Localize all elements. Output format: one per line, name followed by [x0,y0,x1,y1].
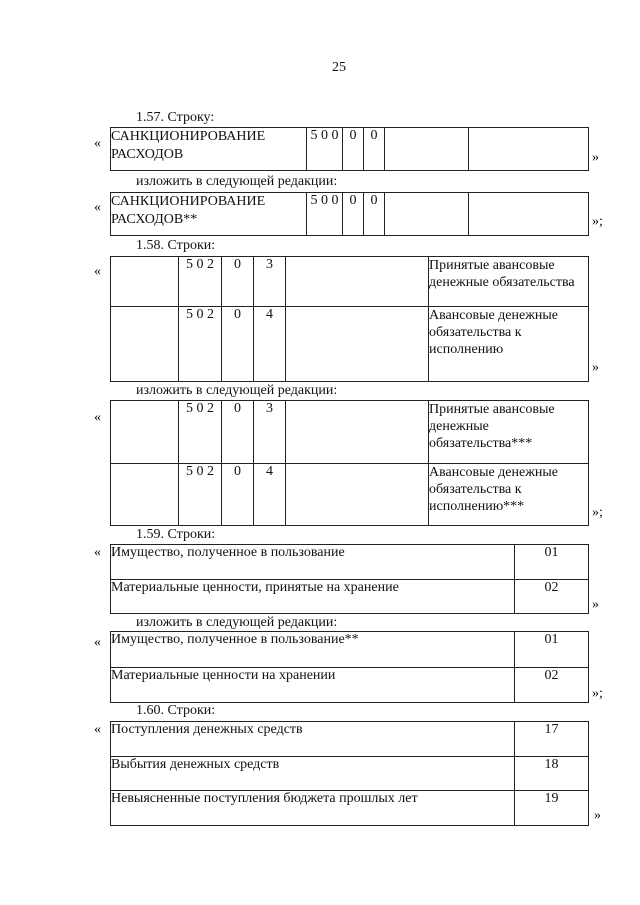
empty-cell [111,463,179,526]
code-cell: 0 [364,193,385,236]
table-row [111,667,589,703]
code-cell: 5 0 0 [307,193,343,236]
row-code: 01 [515,545,589,580]
code-cell: 3 [254,257,286,307]
close-quote: »; [592,505,603,520]
row-name: Материальные ценности на хранении [111,667,515,703]
table-1-58-old [110,256,589,382]
table-1-57-old [110,127,589,171]
table-row [111,756,589,791]
replace-label: изложить в следующей редакции: [136,174,338,189]
replace-label: изложить в следующей редакции: [136,383,338,398]
open-quote: « [94,136,101,151]
open-quote: « [94,635,101,650]
replace-label: изложить в следующей редакции: [136,615,338,630]
account-name: Авансовые денежные обязательства к исполнению*** [429,463,589,526]
empty-cell [469,128,589,171]
table-1-58-new [110,400,589,526]
account-name: САНКЦИОНИРОВАНИЕ РАСХОДОВ [111,128,307,171]
code-cell: 4 [254,307,286,382]
heading-1-59: 1.59. Строки: [136,527,216,542]
table-row [111,401,589,464]
table-1-59-new [110,631,589,703]
empty-cell [111,307,179,382]
table-row [111,545,589,580]
code-cell: 0 [343,128,364,171]
code-cell: 0 [364,128,385,171]
close-quote: »; [592,686,603,701]
row-name: Имущество, полученное в пользование [111,545,515,580]
row-name: Имущество, полученное в пользование** [111,632,515,668]
open-quote: « [94,200,101,215]
table-row [111,463,589,526]
table-row [111,307,589,382]
open-quote: « [94,264,101,279]
page-number: 25 [332,60,346,75]
empty-cell [385,128,469,171]
code-cell: 5 0 2 [179,463,222,526]
table-row [111,722,589,757]
empty-cell [469,193,589,236]
row-code: 17 [515,722,589,757]
code-cell: 0 [222,257,254,307]
row-name: Поступления денежных средств [111,722,515,757]
table-row [111,632,589,668]
empty-cell [111,401,179,464]
account-name: Авансовые денежные обязательства к исполнению [429,307,589,382]
row-name: Невыясненные поступления бюджета прошлых лет [111,791,515,826]
code-cell: 3 [254,401,286,464]
close-quote: » [592,597,599,612]
heading-1-57: 1.57. Строку: [136,110,215,125]
code-cell: 0 [222,307,254,382]
close-quote: » [594,808,601,823]
code-cell: 0 [343,193,364,236]
code-cell: 0 [222,463,254,526]
account-name: Принятые авансовые денежные обязательства*** [429,401,589,464]
code-cell: 5 0 0 [307,128,343,171]
table-row [111,128,589,171]
code-cell: 5 0 2 [179,401,222,464]
account-name: САНКЦИОНИРОВАНИЕ РАСХОДОВ** [111,193,307,236]
row-name: Выбытия денежных средств [111,756,515,791]
close-quote: » [592,150,599,165]
code-cell: 4 [254,463,286,526]
table-1-57-new [110,192,589,236]
code-cell: 0 [222,401,254,464]
row-name: Материальные ценности, принятые на хранение [111,579,515,614]
row-code: 19 [515,791,589,826]
empty-cell [286,401,429,464]
close-quote: »; [592,214,603,229]
close-quote: » [592,360,599,375]
open-quote: « [94,722,101,737]
empty-cell [385,193,469,236]
heading-1-58: 1.58. Строки: [136,238,216,253]
empty-cell [111,257,179,307]
row-code: 02 [515,667,589,703]
table-row [111,257,589,307]
account-name: Принятые авансовые денежные обязательства [429,257,589,307]
row-code: 18 [515,756,589,791]
empty-cell [286,463,429,526]
table-1-59-old [110,544,589,614]
row-code: 01 [515,632,589,668]
table-row [111,579,589,614]
table-row [111,791,589,826]
table-row [111,193,589,236]
row-code: 02 [515,579,589,614]
empty-cell [286,307,429,382]
open-quote: « [94,545,101,560]
empty-cell [286,257,429,307]
table-1-60 [110,721,589,826]
code-cell: 5 0 2 [179,307,222,382]
heading-1-60: 1.60. Строки: [136,703,216,718]
code-cell: 5 0 2 [179,257,222,307]
open-quote: « [94,410,101,425]
